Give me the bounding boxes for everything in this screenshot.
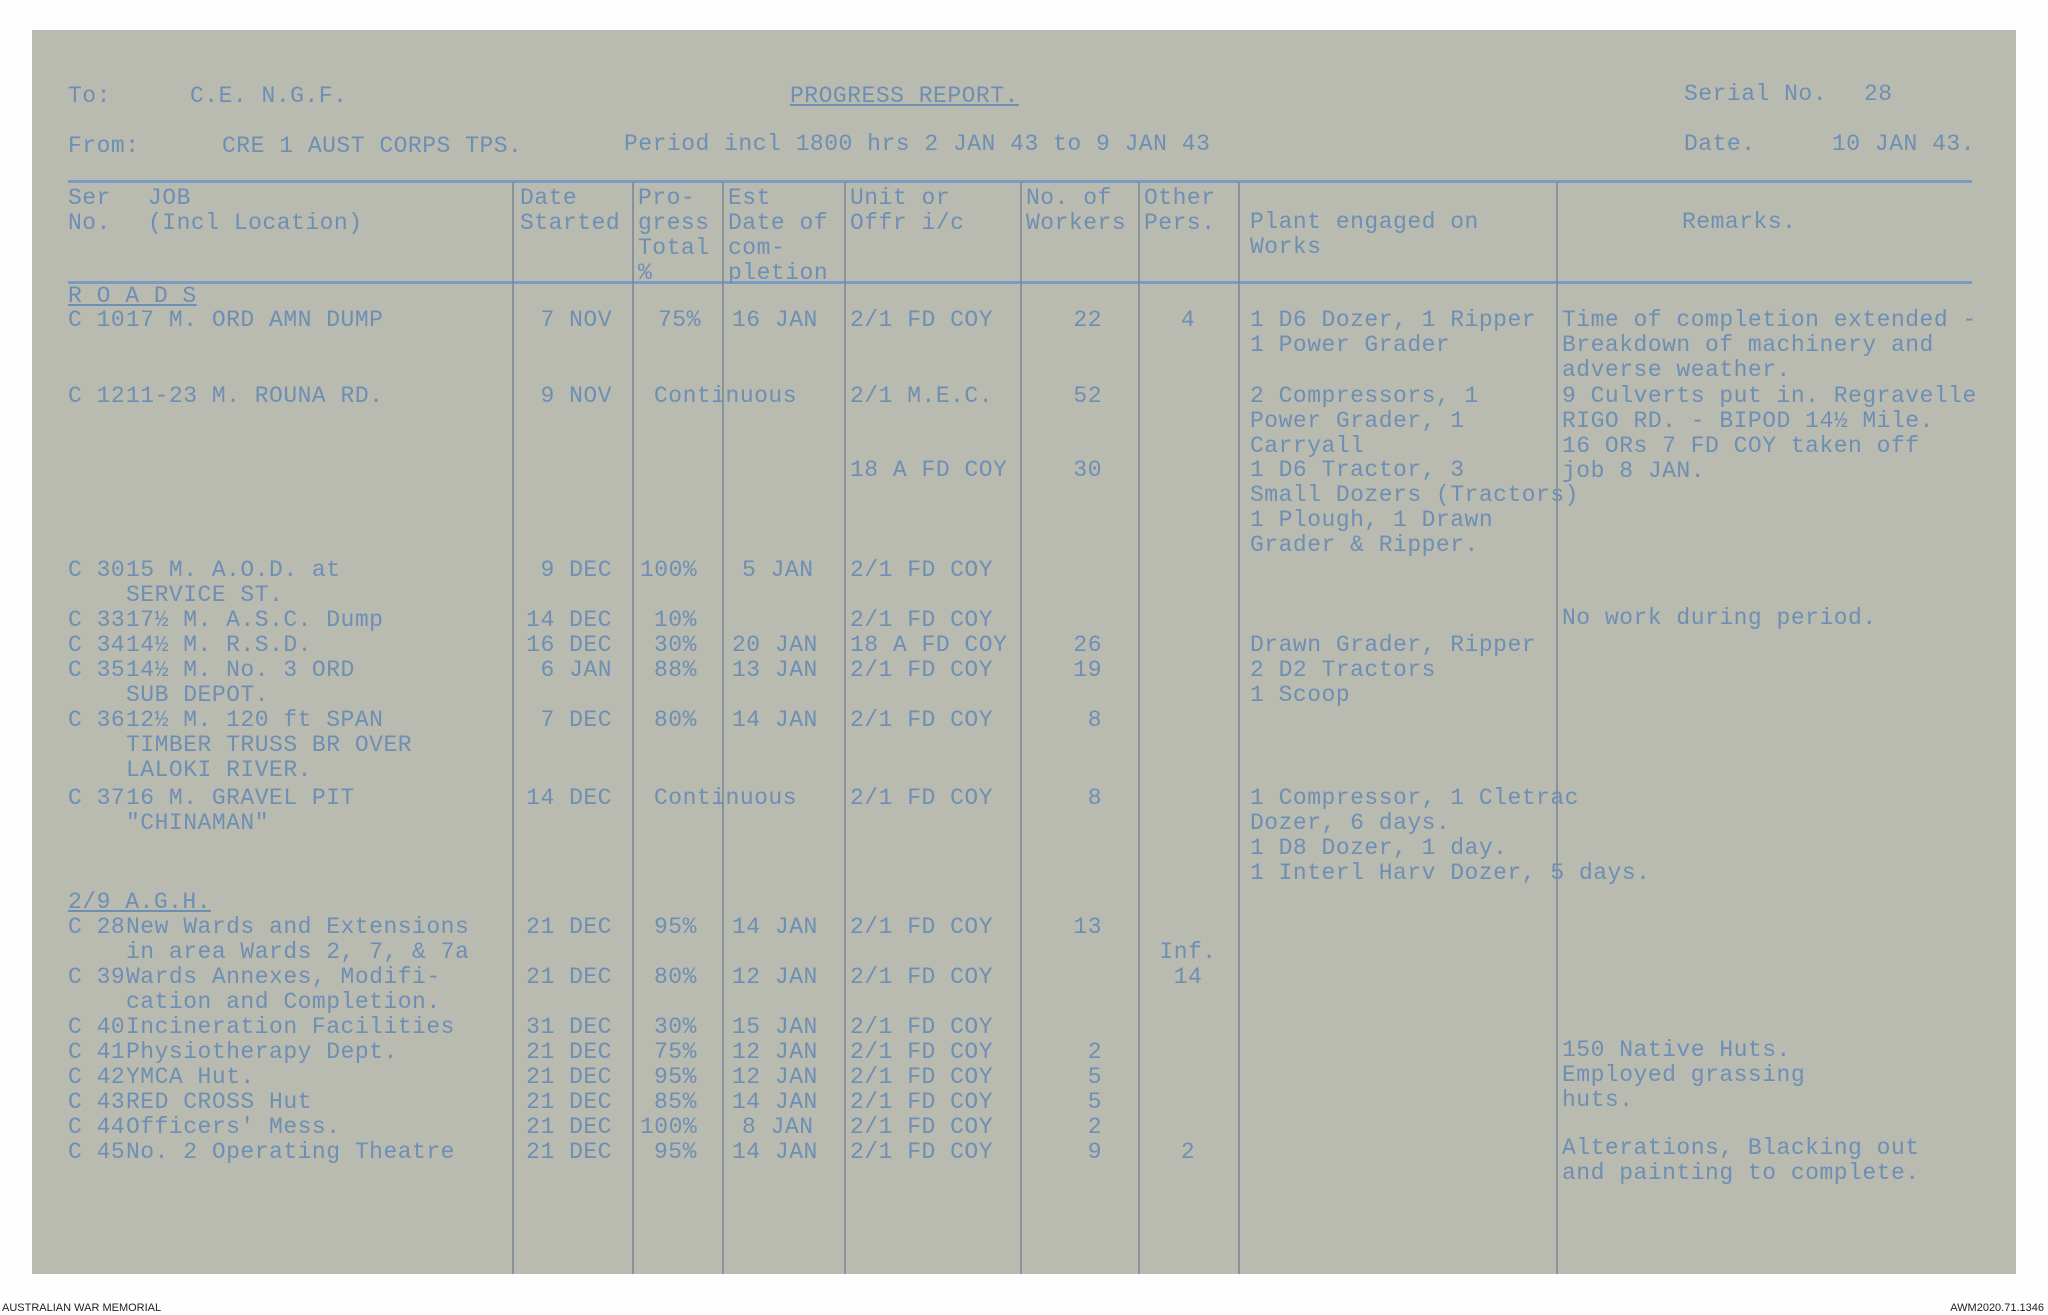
cell-workers: 2 <box>1087 1039 1102 1065</box>
section-heading-roads: R O A D S <box>68 283 197 309</box>
cell-progress: Continuous <box>654 785 798 811</box>
document-sheet <box>32 30 2016 1274</box>
cell-unit: 18 A FD COY <box>850 632 1008 658</box>
cell-unit: 2/1 FD COY <box>850 1014 994 1040</box>
cell-est-date: 5 JAN <box>742 557 814 583</box>
cell-plant: Drawn Grader, Ripper <box>1250 632 1537 658</box>
cell-job: 15 M. A.O.D. at SERVICE ST. <box>126 557 341 608</box>
cell-ser: C 45 <box>68 1139 126 1165</box>
cell-progress: 88% <box>654 657 697 683</box>
cell-workers: 9 <box>1087 1139 1102 1165</box>
cell-date-started: 21 DEC <box>526 1089 612 1115</box>
cell-progress: 10% <box>654 607 697 633</box>
cell-ser: C 35 <box>68 657 126 683</box>
cell-est-date: 13 JAN <box>732 657 818 683</box>
cell-progress: Continuous <box>654 383 798 409</box>
cell-ser: C 39 <box>68 964 126 990</box>
cell-progress: 100% <box>640 557 698 583</box>
cell-unit: 18 A FD COY <box>850 457 1008 483</box>
cell-progress: 95% <box>654 914 697 940</box>
col-header-job: JOB (Incl Location) <box>148 185 363 236</box>
cell-workers: 8 <box>1087 785 1102 811</box>
cell-est-date: 14 JAN <box>732 914 818 940</box>
column-divider <box>722 182 724 1274</box>
cell-est-date: 14 JAN <box>732 707 818 733</box>
cell-other-pers: 2 <box>1180 1139 1196 1165</box>
cell-workers: 30 <box>1073 457 1102 483</box>
from-value: CRE 1 AUST CORPS TPS. <box>222 133 523 159</box>
cell-date-started: 31 DEC <box>526 1014 612 1040</box>
cell-est-date: 14 JAN <box>732 1139 818 1165</box>
cell-job: 11-23 M. ROUNA RD. <box>126 383 384 409</box>
col-header-other-pers: Other Pers. <box>1144 185 1216 236</box>
footer-credit: AUSTRALIAN WAR MEMORIAL <box>2 1302 162 1314</box>
cell-workers: 22 <box>1073 307 1102 333</box>
report-title: PROGRESS REPORT. <box>790 83 1019 109</box>
cell-date-started: 6 JAN <box>540 657 612 683</box>
col-header-unit: Unit or Offr i/c <box>850 185 965 236</box>
cell-job: No. 2 Operating Theatre <box>126 1139 455 1165</box>
cell-job: RED CROSS Hut <box>126 1089 312 1115</box>
cell-unit: 2/1 FD COY <box>850 964 994 990</box>
cell-plant: 1 D6 Tractor, 3 Small Dozers (Tractors) 1 Plough, 1 Drawn Grader & Ripper. <box>1250 457 1579 558</box>
cell-unit: 2/1 FD COY <box>850 785 994 811</box>
cell-job: 14½ M. No. 3 ORD SUB DEPOT. <box>126 657 355 708</box>
column-divider <box>632 182 634 1274</box>
cell-job: 17 M. ORD AMN DUMP <box>126 307 384 333</box>
cell-unit: 2/1 FD COY <box>850 914 994 940</box>
section-heading-acg: 2/9 A.G.H. <box>68 889 212 915</box>
cell-job: 17½ M. A.S.C. Dump <box>126 607 384 633</box>
cell-progress: 95% <box>654 1139 697 1165</box>
cell-est-date: 20 JAN <box>732 632 818 658</box>
cell-progress: 30% <box>654 1014 697 1040</box>
col-header-plant: Plant engaged on Works <box>1250 209 1479 260</box>
column-divider <box>844 182 846 1274</box>
cell-workers: 52 <box>1073 383 1102 409</box>
cell-unit: 2/1 M.E.C. <box>850 383 994 409</box>
cell-progress: 95% <box>654 1064 697 1090</box>
to-label: To: <box>68 83 111 109</box>
cell-progress: 75% <box>654 1039 697 1065</box>
cell-remarks: 150 Native Huts. Employed grassing huts. <box>1562 1037 1806 1113</box>
to-value: C.E. N.G.F. <box>190 83 348 109</box>
cell-job: Wards Annexes, Modifi- cation and Completion. <box>126 964 441 1015</box>
col-header-workers: No. of Workers <box>1026 185 1127 236</box>
cell-unit: 2/1 FD COY <box>850 1064 994 1090</box>
cell-est-date: 12 JAN <box>732 1039 818 1065</box>
cell-unit: 2/1 FD COY <box>850 1139 994 1165</box>
cell-plant: 2 Compressors, 1 Power Grader, 1 Carryall <box>1250 383 1479 459</box>
cell-unit: 2/1 FD COY <box>850 1039 994 1065</box>
cell-unit: 2/1 FD COY <box>850 307 994 333</box>
cell-ser: C 41 <box>68 1039 126 1065</box>
cell-date-started: 9 NOV <box>540 383 612 409</box>
cell-date-started: 7 DEC <box>540 707 612 733</box>
cell-workers: 13 <box>1073 914 1102 940</box>
cell-date-started: 21 DEC <box>526 964 612 990</box>
cell-progress: 80% <box>654 964 697 990</box>
cell-remarks: Alterations, Blacking out and painting to complete. <box>1562 1135 1920 1186</box>
cell-date-started: 21 DEC <box>526 1114 612 1140</box>
column-divider <box>1238 182 1240 1274</box>
cell-ser: C 42 <box>68 1064 126 1090</box>
cell-job: YMCA Hut. <box>126 1064 255 1090</box>
cell-progress: 85% <box>654 1089 697 1115</box>
cell-ser: C 43 <box>68 1089 126 1115</box>
cell-job: New Wards and Extensions in area Wards 2, 7, & 7a <box>126 914 470 965</box>
cell-workers: 8 <box>1087 707 1102 733</box>
from-label: From: <box>68 133 140 159</box>
report-period: Period incl 1800 hrs 2 JAN 43 to 9 JAN 43 <box>624 131 1211 157</box>
cell-ser: C 44 <box>68 1114 126 1140</box>
serial-label: Serial No. <box>1684 81 1828 107</box>
column-divider <box>1138 182 1140 1274</box>
cell-job: 16 M. GRAVEL PIT "CHINAMAN" <box>126 785 355 836</box>
cell-ser: C 37 <box>68 785 126 811</box>
cell-date-started: 14 DEC <box>526 607 612 633</box>
cell-date-started: 7 NOV <box>540 307 612 333</box>
cell-date-started: 14 DEC <box>526 785 612 811</box>
cell-date-started: 9 DEC <box>540 557 612 583</box>
col-header-date-started: Date Started <box>520 185 621 236</box>
cell-job: Officers' Mess. <box>126 1114 341 1140</box>
cell-workers: 2 <box>1087 1114 1102 1140</box>
cell-job: 14½ M. R.S.D. <box>126 632 312 658</box>
cell-date-started: 21 DEC <box>526 1039 612 1065</box>
cell-unit: 2/1 FD COY <box>850 607 994 633</box>
cell-est-date: 12 JAN <box>732 1064 818 1090</box>
cell-est-date: 14 JAN <box>732 1089 818 1115</box>
cell-unit: 2/1 FD COY <box>850 1089 994 1115</box>
column-divider <box>1556 182 1558 1274</box>
col-header-remarks: Remarks. <box>1682 209 1797 235</box>
date-value: 10 JAN 43. <box>1832 131 1976 157</box>
footer-accession-number: AWM2020.71.1346 <box>1950 1302 2044 1314</box>
cell-ser: C 30 <box>68 557 126 583</box>
cell-progress: 75% <box>658 307 701 333</box>
cell-date-started: 21 DEC <box>526 1064 612 1090</box>
col-header-est-date: Est Date of com- pletion <box>728 185 829 286</box>
cell-job: Incineration Facilities <box>126 1014 455 1040</box>
cell-other-pers: Inf. 14 <box>1159 939 1217 990</box>
col-header-ser: Ser No. <box>68 185 111 236</box>
cell-date-started: 16 DEC <box>526 632 612 658</box>
cell-unit: 2/1 FD COY <box>850 1114 994 1140</box>
cell-job: 12½ M. 120 ft SPAN TIMBER TRUSS BR OVER LALOKI RIVER. <box>126 707 413 783</box>
col-header-progress: Pro- gress Total % <box>638 185 710 286</box>
cell-workers: 5 <box>1087 1064 1102 1090</box>
cell-remarks: No work during period. <box>1562 605 1877 631</box>
cell-plant: 2 D2 Tractors 1 Scoop <box>1250 657 1436 708</box>
cell-progress: 100% <box>640 1114 698 1140</box>
cell-date-started: 21 DEC <box>526 1139 612 1165</box>
cell-est-date: 15 JAN <box>732 1014 818 1040</box>
cell-ser: C 36 <box>68 707 126 733</box>
cell-plant: 1 D6 Dozer, 1 Ripper 1 Power Grader <box>1250 307 1537 358</box>
cell-workers: 19 <box>1073 657 1102 683</box>
cell-ser: C 28 <box>68 914 126 940</box>
cell-unit: 2/1 FD COY <box>850 657 994 683</box>
cell-job: Physiotherapy Dept. <box>126 1039 398 1065</box>
cell-progress: 30% <box>654 632 697 658</box>
cell-remarks: Time of completion extended - Breakdown of machinery and adverse weather. <box>1562 307 1977 383</box>
cell-unit: 2/1 FD COY <box>850 557 994 583</box>
cell-workers: 5 <box>1087 1089 1102 1115</box>
cell-other-pers: 4 <box>1180 307 1196 333</box>
cell-est-date: 16 JAN <box>732 307 818 333</box>
cell-ser: C 12 <box>68 383 126 409</box>
cell-workers: 26 <box>1073 632 1102 658</box>
cell-unit: 2/1 FD COY <box>850 707 994 733</box>
cell-ser: C 40 <box>68 1014 126 1040</box>
cell-date-started: 21 DEC <box>526 914 612 940</box>
cell-ser: C 33 <box>68 607 126 633</box>
serial-value: 28 <box>1864 81 1893 107</box>
cell-plant: 1 Compressor, 1 Cletrac Dozer, 6 days. 1 D8 Dozer, 1 day. 1 Interl Harv Dozer, 5 days. <box>1250 785 1651 886</box>
cell-ser: C 10 <box>68 307 126 333</box>
cell-progress: 80% <box>654 707 697 733</box>
cell-remarks: 9 Culverts put in. Regravelle RIGO RD. - BIPOD 14½ Mile. 16 ORs 7 FD COY taken off job 8 JAN. <box>1562 383 1977 484</box>
cell-ser: C 34 <box>68 632 126 658</box>
date-label: Date. <box>1684 131 1756 157</box>
cell-est-date: 12 JAN <box>732 964 818 990</box>
cell-est-date: 8 JAN <box>742 1114 814 1140</box>
